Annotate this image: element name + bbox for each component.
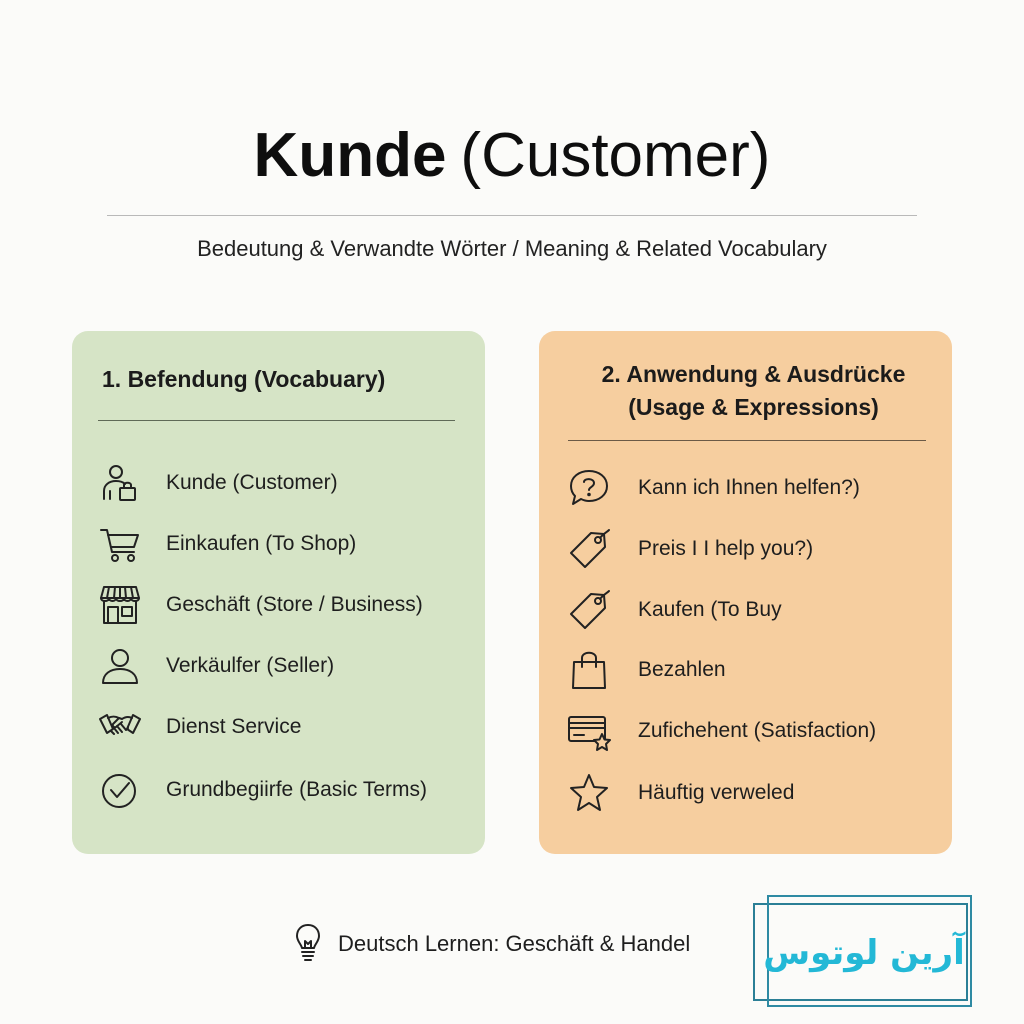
brand-logo bbox=[750, 895, 978, 1013]
page-title bbox=[0, 118, 1024, 194]
list-item-label: Preis I I help you?) bbox=[638, 537, 814, 560]
shopping-cart-icon bbox=[98, 522, 142, 566]
usage-card bbox=[539, 331, 952, 854]
customer-bag-icon bbox=[98, 461, 142, 505]
price-tag-icon bbox=[567, 588, 611, 632]
list-item bbox=[98, 522, 475, 566]
list-item bbox=[98, 705, 475, 749]
storefront-icon bbox=[98, 583, 142, 627]
list-item-label: Kann ich Ihnen helfen?) bbox=[638, 476, 860, 499]
shopping-bag-icon bbox=[567, 648, 611, 692]
footer bbox=[292, 921, 690, 967]
vocabulary-card-divider bbox=[98, 420, 455, 421]
list-item-label: Häuftig verweled bbox=[638, 781, 795, 804]
list-item bbox=[98, 644, 475, 688]
logo-text: آرین لوتوس bbox=[763, 933, 965, 973]
star-icon bbox=[567, 771, 611, 815]
list-item-label: Kaufen (To Buy bbox=[638, 598, 782, 621]
price-tag-icon bbox=[567, 527, 611, 571]
list-item-label: Zufichehent (Satisfaction) bbox=[638, 719, 877, 742]
list-item bbox=[567, 466, 942, 510]
title-translation: (Customer) bbox=[460, 121, 771, 190]
title-word: Kunde bbox=[253, 121, 447, 190]
list-item-label: Kunde (Customer) bbox=[166, 471, 338, 494]
list-item-label: Dienst Service bbox=[166, 715, 302, 738]
title-divider bbox=[107, 215, 917, 216]
list-item bbox=[567, 709, 942, 753]
list-item bbox=[567, 771, 942, 815]
lightbulb-icon bbox=[292, 922, 324, 967]
list-item-label: Grundbegiirfe (Basic Terms) bbox=[166, 778, 428, 801]
footer-text: Deutsch Lernen: Geschäft & Handel bbox=[338, 931, 691, 956]
question-bubble-icon bbox=[567, 466, 611, 510]
person-icon bbox=[98, 644, 142, 688]
list-item bbox=[567, 527, 942, 571]
page-subtitle: Bedeutung & Verwandte Wörter / Meaning & Related Vocabulary bbox=[197, 236, 827, 261]
vocabulary-card bbox=[72, 331, 485, 854]
list-item bbox=[98, 461, 475, 505]
list-item-label: Bezahlen bbox=[638, 658, 726, 681]
check-circle-icon bbox=[98, 768, 142, 812]
usage-card-divider bbox=[568, 440, 926, 441]
usage-card-title-line1: 2. Anwendung & Ausdrücke bbox=[601, 361, 906, 387]
list-item-label: Verkäulfer (Seller) bbox=[166, 654, 335, 677]
handshake-icon bbox=[98, 705, 142, 749]
list-item-label: Einkaufen (To Shop) bbox=[166, 532, 357, 555]
list-item bbox=[98, 768, 475, 812]
list-item bbox=[567, 648, 942, 692]
card-star-icon bbox=[567, 709, 611, 753]
list-item bbox=[98, 583, 475, 627]
usage-card-title bbox=[569, 358, 938, 424]
list-item-label: Geschäft (Store / Business) bbox=[166, 593, 423, 616]
vocabulary-card-title: 1. Befendung (Vocabuary) bbox=[102, 366, 386, 392]
usage-card-title-line2: (Usage & Expressions) bbox=[628, 394, 879, 420]
list-item bbox=[567, 588, 942, 632]
